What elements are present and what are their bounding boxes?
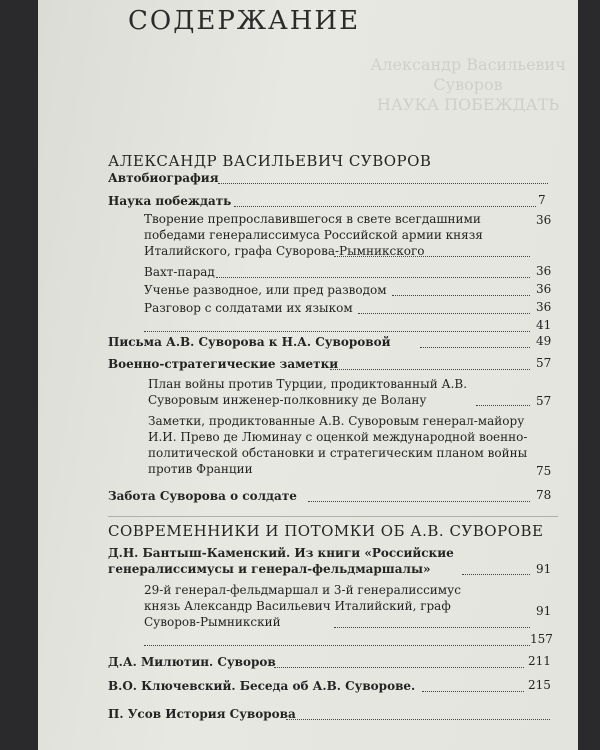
toc-entry: Автобиография (108, 171, 219, 185)
dot-leader (334, 627, 530, 628)
bleed-through-line: НАУКА ПОБЕЖДАТЬ (376, 95, 560, 114)
dot-leader (420, 347, 530, 348)
toc-entry: Ученье разводное, или пред разводом (144, 283, 387, 297)
dot-leader (308, 501, 530, 502)
toc-entry: Письма А.В. Суворова к Н.А. Суворовой (108, 335, 391, 349)
toc-entry: Творение препрославившегося в свете всегдашними победами генералиссимуса Российской армии князя Италийского, графа Суворова-Рымникского (144, 212, 483, 258)
dot-leader (286, 719, 550, 720)
dot-leader (392, 295, 530, 296)
section-heading: СОВРЕМЕННИКИ И ПОТОМКИ ОБ А.В. СУВОРОВЕ (108, 522, 544, 540)
page-number: 215 (528, 678, 551, 692)
page-number: 36 (536, 282, 552, 296)
toc-title: СОДЕРЖАНИЕ (128, 6, 361, 36)
dot-leader (216, 277, 530, 278)
dot-leader (330, 369, 530, 370)
dot-leader (334, 256, 530, 257)
page-number: 7 (538, 193, 546, 207)
bleed-through-line: Александр Васильевич Суворов (370, 55, 566, 94)
toc-entry: Забота Суворова о солдате (108, 489, 297, 503)
toc-entry: План войны против Турции, продиктованный А.В. Суворовым инженер-полковнику де Волану (148, 377, 468, 407)
toc-entry: Д.Н. Бантыш-Каменский. Из книги «Российские генералиссимусы и генерал-фельдмаршалы» (108, 546, 454, 576)
toc-entry: В.О. Ключевский. Беседа об А.В. Суворове. (108, 679, 416, 693)
toc-entry: Наука побеждать (108, 194, 232, 208)
page-number: 36 (536, 264, 552, 278)
page-number: 36 (536, 300, 552, 314)
toc-entry: Вахт-парад (144, 265, 215, 279)
book-page (38, 0, 578, 750)
dot-leader (274, 667, 524, 668)
page-number: 57 (536, 394, 552, 408)
toc-entry: 29-й генерал-фельдмаршал и 3-й генералиссимус князь Александр Васильевич Италийский, граф Суворов-Рымникский (144, 583, 461, 629)
bleed-through-text (368, 55, 568, 145)
page-number: 91 (536, 562, 552, 576)
dot-leader (234, 206, 536, 207)
page-number: 75 (536, 464, 552, 478)
toc-entry: П. Усов История Суворова (108, 707, 296, 721)
toc-entry: Военно-стратегические заметки (108, 357, 339, 371)
dot-leader (358, 313, 530, 314)
page-number: 78 (536, 488, 552, 502)
dot-leader (144, 645, 530, 646)
dot-leader (422, 691, 524, 692)
page-number: 49 (536, 334, 552, 348)
section-heading: АЛЕКСАНДР ВАСИЛЬЕВИЧ СУВОРОВ (108, 152, 432, 170)
dot-leader (144, 331, 530, 332)
dot-leader (462, 574, 530, 575)
page-number: 36 (536, 213, 552, 227)
toc-entry: Заметки, продиктованные А.В. Суворовым генерал-майору И.И. Прево де Люминау с оценкой международной военно-политической обстановки и стратегическим планом войны против Франции (148, 414, 528, 476)
page-number: 57 (536, 356, 552, 370)
toc-entry: Разговор с солдатами их языком (144, 301, 353, 315)
page-number: 91 (536, 604, 552, 618)
page-number: 41 (536, 318, 552, 332)
toc-entry: Д.А. Милютин. Суворов (108, 655, 276, 669)
section-divider (108, 516, 558, 517)
dot-leader (476, 405, 530, 406)
dot-leader (218, 183, 548, 184)
page-number: 157 (530, 632, 553, 646)
page-number: 211 (528, 654, 551, 668)
